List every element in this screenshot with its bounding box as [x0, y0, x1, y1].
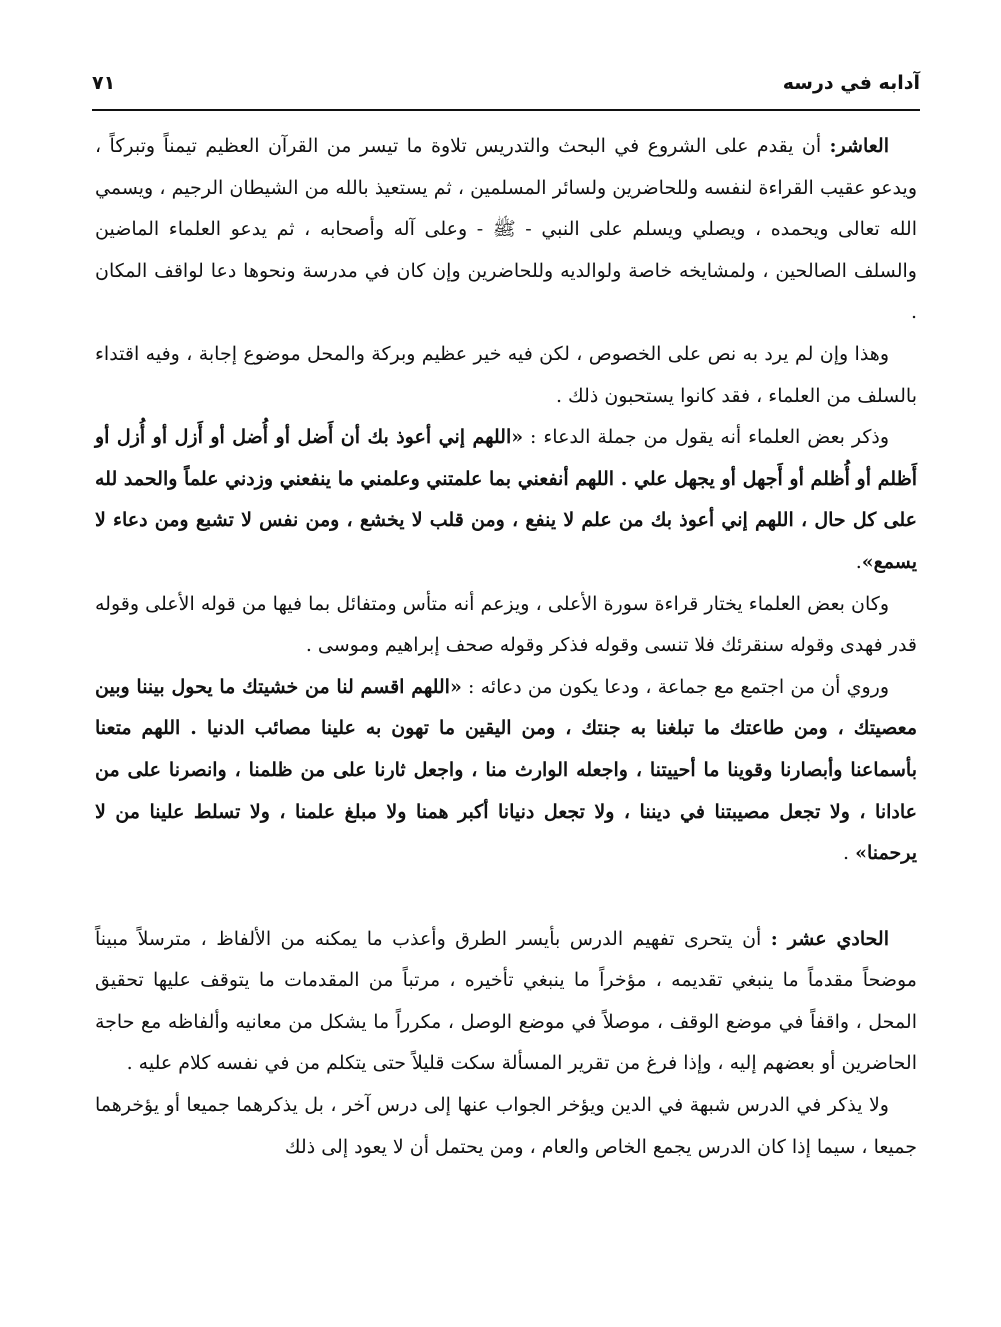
- paragraph-text: أن يتحرى تفهيم الدرس بأيسر الطرق وأعذب ما يمكنه من الألفاظ ، مترسلاً مبيناً موضحاً مقدماً ما ينبغي تقديمه ، مؤخراً ما ينبغي تأخيره ، مرتباً من المقدمات ما يتوقف عليها تحقيق المحل ، واقفاً في موضع الوقف ، موصلاً في موضع الوصل ، مكرراً ما يشكل من معانيه وألفاظه مع حاجة الحاضرين أو بعضهم إليه ، وإذا فرغ من تقرير المسألة سكت قليلاً حتى يتكلم من في نفسه كلام عليه .: [95, 927, 917, 1075]
- paragraph-group-dua: [95, 667, 917, 875]
- section-lead-tenth: العاشر:: [829, 135, 889, 157]
- paragraph-blessing-note: [95, 334, 917, 417]
- paragraph-text: وهذا وإن لم يرد به نص على الخصوص ، لكن فيه خير عظيم وبركة والمحل موضوع إجابة ، وفيه اقتداء بالسلف من العلماء ، فقد كانوا يستحبون ذلك .: [95, 342, 917, 407]
- paragraph-scholar-dua: [95, 417, 917, 583]
- paragraph-text: وكان بعض العلماء يختار قراءة سورة الأعلى ، ويزعم أنه متأس ومتفائل بما فيها من قوله الأعلى وقوله قدر فهدى وقوله سنقرئك فلا تنسى وقوله فذكر وقوله صحف إبراهيم وموسى .: [95, 592, 917, 657]
- dua-quote: «اللهم إني أعوذ بك أن أَضل أو أُضل أو أَزل أو أُزل أو أَظلم أو أُظلم أو أَجهل أو يجهل علي . اللهم أنفعني بما علمتني وعلمني ما ينفعني وزدني علماً والحمد لله على كل حال ، اللهم إني أعوذ بك من علم لا ينفع ، ومن قلب لا يخشع ، ومن نفس لا تشبع ومن دعاء لا يسمع»: [95, 426, 917, 573]
- paragraph-end: .: [843, 842, 856, 865]
- paragraph-end: .: [855, 550, 862, 573]
- paragraph-eleventh-etiquette: [95, 919, 917, 1085]
- paragraph-tenth-etiquette: [95, 126, 917, 334]
- running-head: آدابه في درسه: [782, 72, 920, 94]
- paragraph-intro: وروي أن من اجتمع مع جماعة ، ودعا يكون من دعائه :: [461, 675, 889, 698]
- page-header: [92, 66, 920, 108]
- header-rule: [92, 109, 920, 111]
- page-number: ٧١: [92, 72, 116, 94]
- paragraph-intro: وذكر بعض العلماء أنه يقول من جملة الدعاء :: [523, 426, 890, 449]
- paragraph-doubt-note: [95, 1085, 917, 1168]
- dua-quote: «اللهم اقسم لنا من خشيتك ما يحول بيننا وبين معصيتك ، ومن طاعتك ما تبلغنا به جنتك ، ومن اليقين ما تهون به علينا مصائب الدنيا . اللهم متعنا بأسماعنا وأبصارنا وقوينا ما أحييتنا ، واجعله الوارث منا ، واجعل ثارنا على من ظلمنا ، وانصرنا على من عادانا ، ولا تجعل مصيبتنا في ديننا ، ولا تجعل دنيانا أكبر همنا ولا مبلغ علمنا ، ولا تسلط علينا من لا يرحمنا»: [95, 675, 917, 865]
- page-body: [95, 126, 917, 1168]
- paragraph-surah-ala: [95, 584, 917, 667]
- paragraph-text: ولا يذكر في الدرس شبهة في الدين ويؤخر الجواب عنها إلى درس آخر ، بل يذكرهما جميعا أو يؤخرهما جميعا ، سيما إذا كان الدرس يجمع الخاص والعام ، ومن يحتمل أن لا يعود إلى ذلك: [95, 1094, 917, 1158]
- section-lead-eleventh: الحادي عشر :: [770, 927, 889, 950]
- paragraph-text: أن يقدم على الشروع في البحث والتدريس تلاوة ما تيسر من القرآن العظيم تيمناً وتبركاً ، ويدعو عقيب القراءة لنفسه وللحاضرين ولسائر المسلمين ، ثم يستعيذ بالله من الشيطان الرجيم ، ويسمي الله تعالى ويحمده ، ويصلي ويسلم على النبي - ﷺ - وعلى آله وأصحابه ، ثم يدعو العلماء الماضين والسلف الصالحين ، ولمشايخه خاصة ولوالديه وللحاضرين وإن كان في مدرسة ونحوها دعا لواقف المكان .: [95, 135, 917, 324]
